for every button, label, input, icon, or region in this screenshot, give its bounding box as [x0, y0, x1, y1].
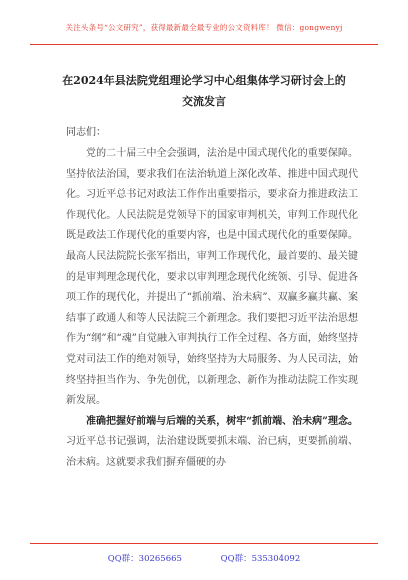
qq-group-2: QQ群：535304092 — [220, 554, 301, 564]
header-divider — [30, 44, 378, 45]
title-line-2: 交流发言 — [182, 95, 226, 108]
paragraph-2-text: 习近平总书记强调，法治建设既要抓末端、治已病，更要抓前端、治未病。这就要求我们摒弃僵硬的办 — [66, 436, 358, 468]
document-title — [34, 70, 374, 112]
footer-divider — [30, 543, 378, 544]
paragraph-2-lead: 准确把握好前端与后端的关系，树牢“抓前端、治未病”理念。 — [86, 415, 358, 427]
qq-group-1: QQ群：30265665 — [107, 554, 182, 564]
document-body — [66, 144, 358, 474]
footer-contact — [0, 552, 408, 564]
title-line-1: 在2024年县法院党组理论学习中心组集体学习研讨会上的 — [62, 74, 346, 87]
header-banner: 关注头条号“公文研究”，获得最新最全最专业的公文资料库！ 微信：gongwenyj — [65, 23, 343, 32]
paragraph-2 — [66, 412, 358, 474]
paragraph-1: 党的二十届三中全会强调，法治是中国式现代化的重要保障。坚持依法治国，要求我们在法治轨道上深化改革、推进中国式现代化。习近平总书记对政法工作作出重要指示，要求奋力推进政法工作现代化。人民法院是党领导下的国家审判机关，审判工作现代化既是政法工作现代化的重要内容，也是中国式现代化的重要保障。最高人民法院院长张军指出，审判工作现代化，最首要的、最关键的是审判理念现代化，要求以审判理念现代化统领、引导、促进各项工作的现代化，并提出了“抓前端、治未病”、双赢多赢共赢、案结事了政通人和等人民法院三个新理念。我们要把习近平法治思想作为“纲”和“魂”自觉融入审判执行工作全过程、各方面，始终坚持党对司法工作的绝对领导，始终坚持为大局服务、为人民司法，始终坚持担当作为、争先创优，以新理念、新作为推动法院工作实现新发展。 — [66, 148, 358, 407]
salutation: 同志们： — [66, 127, 106, 138]
